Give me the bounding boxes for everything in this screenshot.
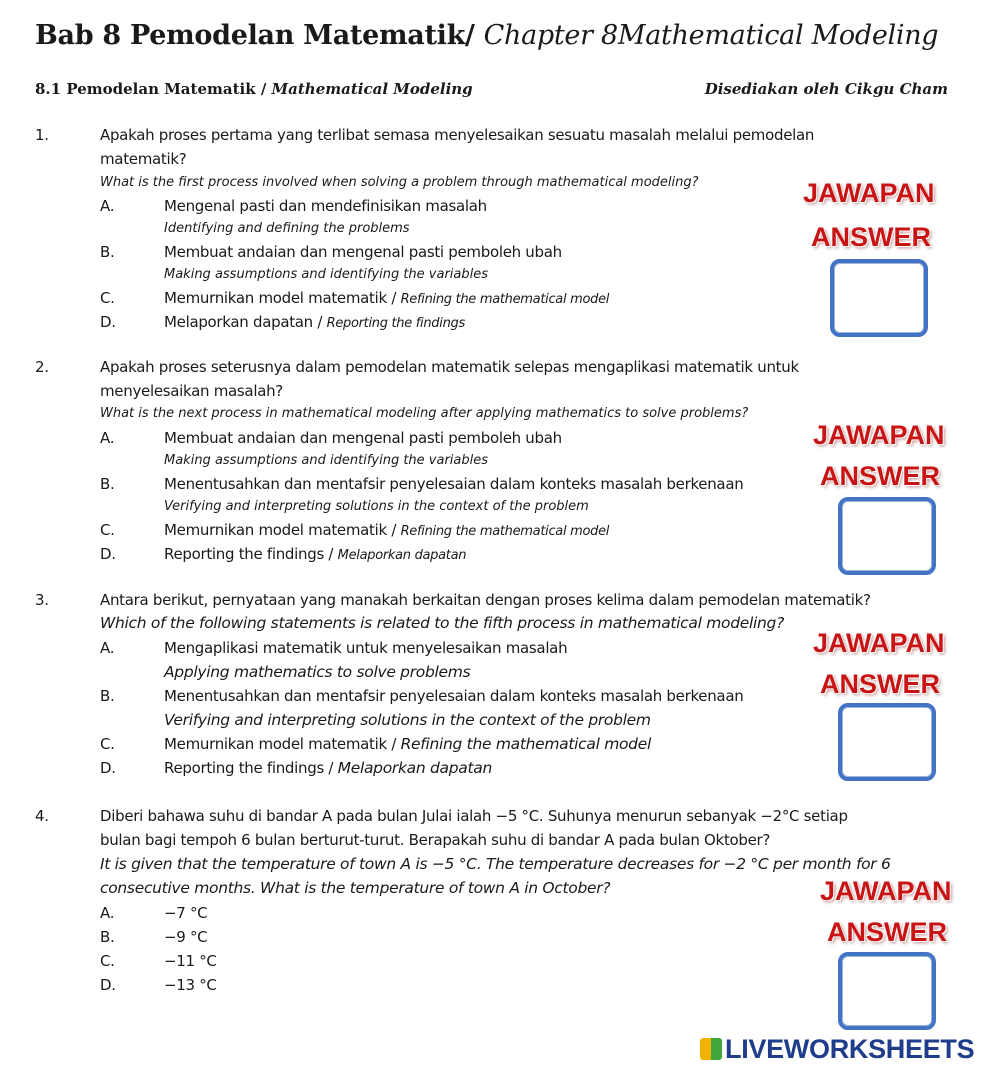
option-letter: C. [100, 952, 115, 970]
option-letter: D. [100, 759, 116, 777]
option-text-english: Verifying and interpreting solutions in the context of the problem [164, 499, 589, 514]
section-malay: 8.1 Pemodelan Matematik / [35, 80, 267, 98]
question-text-english: What is the next process in mathematical modeling after applying mathematics to solve problems? [100, 406, 749, 421]
question-text: Apakah proses seterusnya dalam pemodelan matematik selepas mengaplikasi matematik untuk [100, 358, 799, 376]
question-text: menyelesaikan masalah? [100, 382, 283, 400]
option-letter: C. [100, 735, 115, 753]
jawapan-label: JAWAPAN [820, 876, 952, 906]
option-text: Menentusahkan dan mentafsir penyelesaian dalam konteks masalah berkenaan [164, 687, 744, 705]
question-text: Diberi bahawa suhu di bandar A pada bulan Julai ialah −5 °C. Suhunya menurun sebanyak −2°C setiap [100, 807, 848, 825]
option-text-english: Identifying and defining the problems [164, 221, 410, 236]
option-letter: B. [100, 687, 115, 705]
liveworksheets-logo[interactable] [700, 1034, 974, 1065]
title-english: Chapter 8Mathematical Modeling [483, 20, 939, 51]
option-text: Membuat andaian dan mengenal pasti pemboleh ubah [164, 429, 562, 447]
question-number: 3. [35, 591, 49, 609]
option-text-english: Making assumptions and identifying the variables [164, 453, 489, 468]
question-number: 1. [35, 126, 49, 144]
jawapan-label: JAWAPAN [803, 178, 935, 208]
question-number: 4. [35, 807, 49, 825]
option-letter: B. [100, 928, 115, 946]
question-text: bulan bagi tempoh 6 bulan berturut-turut. Berapakah suhu di bandar A pada bulan Oktober? [100, 831, 771, 849]
option-text-english: Verifying and interpreting solutions in the context of the problem [164, 711, 651, 729]
logo-text: LIVEWORKSHEETS [725, 1034, 975, 1064]
option-letter: A. [100, 429, 115, 447]
option-text: Memurnikan model matematik / Refining the mathematical model [164, 289, 610, 307]
jawapan-label: JAWAPAN [813, 628, 945, 658]
answer-box-2[interactable] [838, 497, 936, 575]
option-letter: A. [100, 197, 115, 215]
question-text-english: It is given that the temperature of town A is −5 °C. The temperature decreases for −2 °C per month for 6 [100, 855, 891, 873]
answer-label: ANSWER [827, 917, 947, 947]
option-text-english: Making assumptions and identifying the variables [164, 267, 489, 282]
section-english: Mathematical Modeling [271, 80, 473, 98]
option-text: −11 °C [164, 952, 217, 970]
option-text: Menentusahkan dan mentafsir penyelesaian dalam konteks masalah berkenaan [164, 475, 744, 493]
option-text: Memurnikan model matematik / Refining the mathematical model [164, 735, 651, 753]
option-text: −13 °C [164, 976, 217, 994]
jawapan-label: JAWAPAN [813, 420, 945, 450]
author-credit: Disediakan oleh Cikgu Cham [704, 80, 948, 98]
option-text: Mengaplikasi matematik untuk menyelesaikan masalah [164, 639, 568, 657]
page-title [35, 20, 938, 51]
option-text: −7 °C [164, 904, 208, 922]
question-text-english: consecutive months. What is the temperature of town A in October? [100, 879, 611, 897]
option-text: −9 °C [164, 928, 208, 946]
title-malay: Bab 8 Pemodelan Matematik/ [35, 20, 475, 51]
answer-label: ANSWER [811, 222, 931, 252]
option-text: Membuat andaian dan mengenal pasti pemboleh ubah [164, 243, 562, 261]
option-letter: C. [100, 521, 115, 539]
option-text: Reporting the findings / Melaporkan dapatan [164, 759, 492, 777]
answer-box-1[interactable] [830, 259, 928, 337]
question-text: matematik? [100, 150, 187, 168]
option-letter: A. [100, 639, 115, 657]
answer-box-4[interactable] [838, 952, 936, 1030]
answer-label: ANSWER [820, 669, 940, 699]
question-text: Apakah proses pertama yang terlibat semasa menyelesaikan sesuatu masalah melalui pemodelan [100, 126, 815, 144]
option-letter: D. [100, 545, 116, 563]
option-letter: D. [100, 976, 116, 994]
option-text: Melaporkan dapatan / Reporting the findings [164, 313, 465, 331]
option-text: Memurnikan model matematik / Refining the mathematical model [164, 521, 610, 539]
question-text-english: Which of the following statements is related to the fifth process in mathematical modeling? [100, 614, 784, 632]
option-text-english: Applying mathematics to solve problems [164, 663, 471, 681]
option-letter: A. [100, 904, 115, 922]
question-number: 2. [35, 358, 49, 376]
option-letter: D. [100, 313, 116, 331]
option-letter: B. [100, 243, 115, 261]
liveworksheets-logo-icon [700, 1038, 722, 1060]
option-letter: C. [100, 289, 115, 307]
answer-label: ANSWER [820, 461, 940, 491]
section-heading [35, 80, 473, 98]
question-text: Antara berikut, pernyataan yang manakah berkaitan dengan proses kelima dalam pemodelan matematik? [100, 591, 871, 609]
answer-box-3[interactable] [838, 703, 936, 781]
option-text: Mengenal pasti dan mendefinisikan masalah [164, 197, 487, 215]
option-text: Reporting the findings / Melaporkan dapatan [164, 545, 467, 563]
option-letter: B. [100, 475, 115, 493]
question-text-english: What is the first process involved when solving a problem through mathematical modeling? [100, 175, 699, 190]
